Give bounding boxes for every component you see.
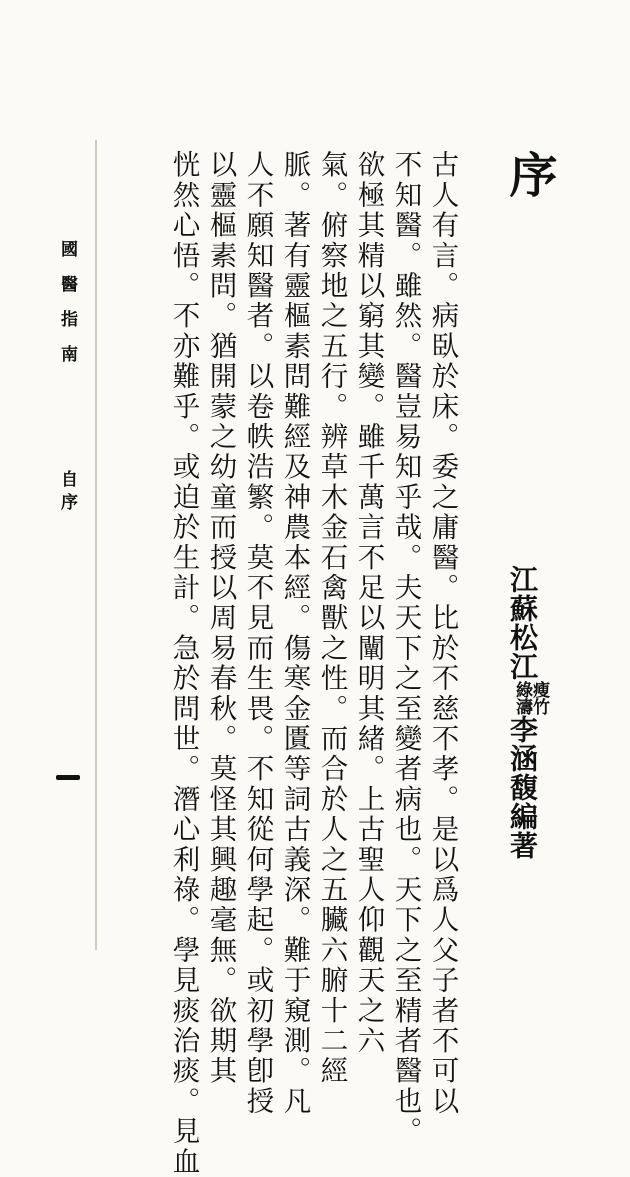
margin-section: 自序 (57, 470, 77, 516)
preface-column-2: 不知醫。雖然。醫豈易知乎哉。夫天下之至變者病也。天下之至精者醫也。 (389, 150, 422, 1147)
author-region: 江蘇松江 (506, 565, 539, 681)
folio-number (56, 775, 80, 780)
preface-column-1: 古人有言。病臥於床。委之庸醫。比於不慈不孝。是以爲人父子者不可以 (426, 150, 459, 1117)
preface-column-3: 欲極其精以窮其變。雖千萬言不足以闡明其緒。上古聖人仰觀天之六 (352, 150, 385, 1056)
preface-column-5: 脈。著有靈樞素問難經及神農本經。傷寒金匱等詞古義深。難于窺測。凡 (278, 150, 311, 1117)
preface-title: 序 (501, 150, 557, 198)
page-crease (95, 140, 97, 950)
author-zi-upper: 瘦竹 (529, 681, 549, 715)
preface-column-7: 以靈樞素問。猶開蒙之幼童而授以周易春秋。莫怪其興趣毫無。欲期其 (204, 150, 237, 1087)
author-role: 編著 (506, 802, 539, 860)
author-line (508, 565, 547, 860)
author-name: 李涵馥 (506, 715, 539, 802)
author-courtesy-name (513, 681, 547, 715)
margin-book-title: 國醫指南 (57, 240, 77, 380)
preface-column-4: 氣。俯察地之五行。辨草木金石禽獸之性。而合於人之五臟六腑十二經 (315, 150, 348, 1087)
preface-column-6: 人不願知醫者。以卷帙浩繁。莫不見而生畏。不知從何學起。或初學卽授 (241, 150, 274, 1117)
author-zi-lower: 綠濤 (512, 681, 532, 715)
preface-column-8: 恍然心悟。不亦難乎。或迫於生計。急於問世。潛心利祿。學見痰治痰。見血 (167, 150, 200, 1177)
